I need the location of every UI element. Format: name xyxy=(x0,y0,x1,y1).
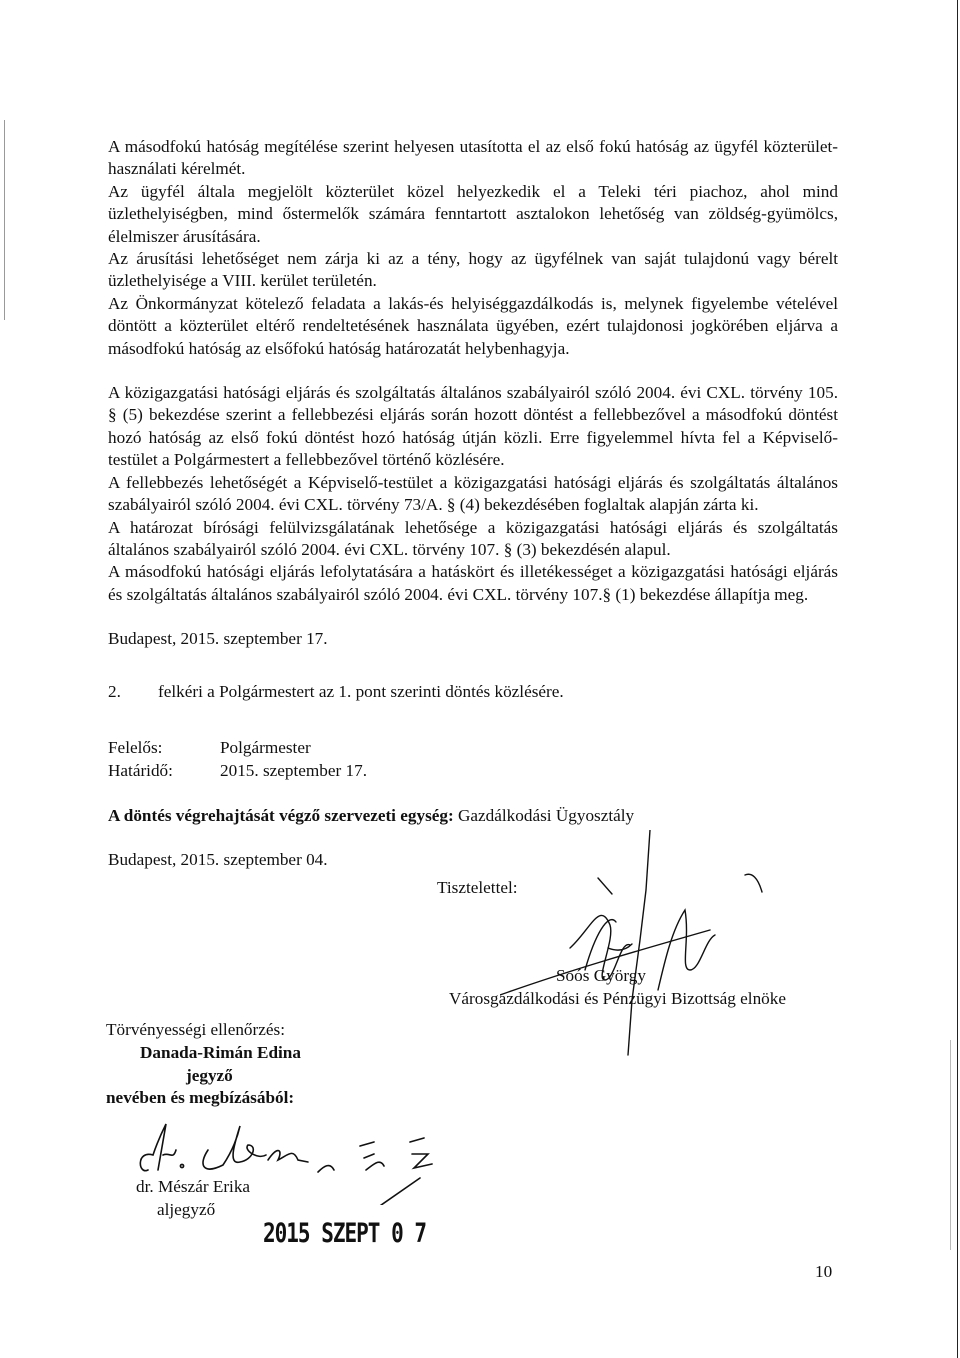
paragraph-competence: A másodfokú hatósági eljárás lefolytatására a hatáskört és illetékességet a közigazgatási hatósági eljárás és szolgáltatás általános szabályairól szóló 2004. évi CXL. törvény 107.§ (1) bekezdése állapítja meg. xyxy=(108,562,838,604)
deputy-notary-role: aljegyző xyxy=(157,1200,216,1219)
notary-role: jegyző xyxy=(186,1066,233,1085)
item-number: 2. xyxy=(108,682,121,701)
chair-name: Soós György xyxy=(556,966,646,985)
paragraph-appeal-excluded: A fellebbezés lehetőségét a Képviselő-testület a közigazgatási hatósági eljárás és szolgáltatás általános szabályairól szóló 2004. évi CXL. törvény 73/A. § (4) bekezdésében foglaltak alapján zárta ki. xyxy=(108,472,838,515)
chair-signature xyxy=(500,830,780,1070)
chair-title: Városgazdálkodási és Pénzügyi Bizottság elnöke xyxy=(449,989,786,1008)
scan-margin-mark xyxy=(4,120,5,320)
decision-date: Budapest, 2015. szeptember 17. xyxy=(108,629,328,649)
responsible-label: Felelős: xyxy=(108,738,163,757)
deadline-value: 2015. szeptember 17. xyxy=(220,761,368,780)
executor-value: Gazdálkodási Ügyosztály xyxy=(458,806,635,825)
closing-greeting: Tisztelettel: xyxy=(437,878,518,897)
paragraph-sales-option: Az árusítási lehetőséget nem zárja ki az a tény, hogy az ügyfélnek van saját tulajdonú vagy bérelt üzlethelyisége a VIII. kerület területén. xyxy=(108,249,838,291)
item-text: felkéri a Polgármestert az 1. pont szerinti döntés közlésére. xyxy=(158,682,564,701)
received-date-stamp: 2015 SZEPT 0 7 xyxy=(263,1218,427,1248)
paragraph-appeal-communication: A közigazgatási hatósági eljárás és szolgáltatás általános szabályairól szóló 2004. évi CXL. törvény 105. § (5) bekezdése szerint a fellebbezési eljárás során hozott döntést a fellebbezővel a másodfokú döntést hozó hatóság az első fokú döntést hozó hatóság útján közli. Erre figyelemmel hívta fel a Képviselő-testület a Polgármestert a fellebbezővel történő közlésére. xyxy=(108,383,838,470)
deputy-notary-name: dr. Mészár Erika xyxy=(136,1177,251,1196)
paragraph-municipal-duty: Az Önkormányzat kötelező feladata a lakás-és helyiséggazdálkodás is, melynek figyelembe vételével döntött a közterület eltérő rendeltetésének használata ügyében, ezért tulajdonosi jogkörében eljárva a másodfokú hatóság az elsőfokú hatóság határozatát helybenhagyja. xyxy=(108,293,838,358)
executor-label: A döntés végrehajtását végző szervezeti egység: xyxy=(108,806,454,825)
page-number: 10 xyxy=(815,1262,833,1281)
paragraph-decision-summary: A másodfokú hatóság megítélése szerint helyesen utasította el az első fokú hatóság az ügyfél közterület-használati kérelmét. xyxy=(108,137,838,179)
scan-margin-mark xyxy=(950,1040,951,1250)
notary-name: Danada-Rimán Edina xyxy=(140,1043,301,1062)
responsible-value: Polgármester xyxy=(220,738,311,757)
legal-check-label: Törvényességi ellenőrzés: xyxy=(106,1020,285,1039)
scan-edge-line xyxy=(957,0,958,1358)
on-behalf-text: nevében és megbízásából: xyxy=(106,1088,295,1107)
executor-line xyxy=(108,805,634,827)
paragraph-market-location: Az ügyfél általa megjelölt közterület közel helyezkedik el a Teleki téri piachoz, ahol mind üzlethelyiségben, mind őstermelők számára fenntartott asztalokon lehetőség van zöldség-gyümölcs, élelmiszer árusítására. xyxy=(108,181,838,246)
body-text xyxy=(108,136,838,651)
paragraph-judicial-review: A határozat bírósági felülvizsgálatának lehetősége a közigazgatási hatósági eljárás és szolgáltatás általános szabályairól szóló 2004. évi CXL. törvény 107. § (3) bekezdésén alapul. xyxy=(108,517,838,559)
deadline-label: Határidő: xyxy=(108,761,173,780)
closing-date: Budapest, 2015. szeptember 04. xyxy=(108,850,328,869)
